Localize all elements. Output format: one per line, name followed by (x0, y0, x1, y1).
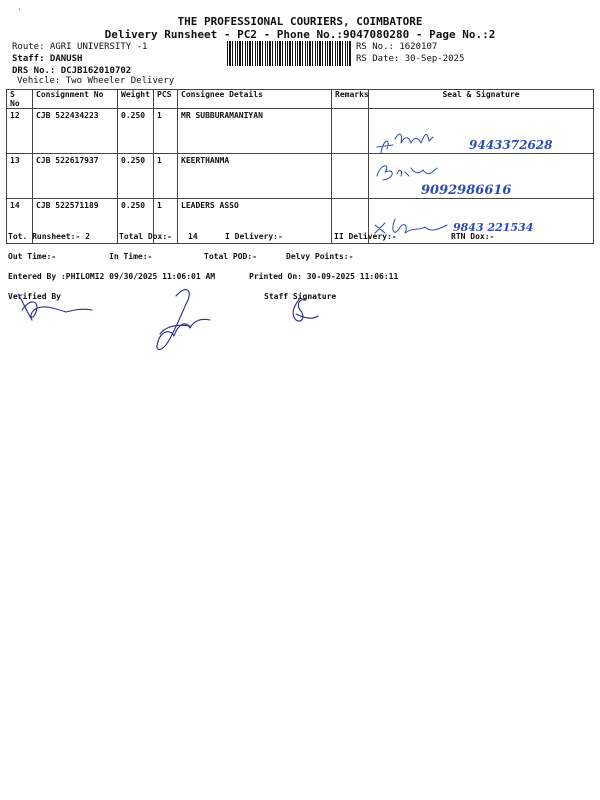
cell-signature (369, 109, 594, 154)
total-pod: Total POD:- (204, 252, 257, 261)
cell-remarks (332, 109, 369, 154)
cell-signature (369, 154, 594, 199)
runsheet-table (6, 89, 594, 244)
cell-remarks (332, 154, 369, 199)
staff-text: Staff: DANUSH (12, 54, 83, 64)
total-dox-label: Total Dox:- (119, 232, 172, 241)
vehicle-text: Vehicle: Two Wheeler Delivery (17, 76, 175, 86)
svg-text:9843 221534: 9843 221534 (453, 221, 534, 234)
printed-on: Printed On: 30-09-2025 11:06:11 (249, 272, 399, 281)
cell-pcs: 1 (154, 199, 178, 244)
rs-number: RS No.: 1620107 (356, 42, 438, 52)
scan-dot: ' (18, 8, 22, 15)
col-weight: Weight (118, 90, 154, 109)
verified-by-signature (18, 294, 92, 320)
footer-signatures (0, 280, 600, 400)
route-text: Route: AGRI UNIVERSITY -1 (12, 42, 148, 52)
staff-signature-mark (293, 298, 318, 321)
col-pcs: PCS (154, 90, 178, 109)
col-consignment: Consignment No (33, 90, 118, 109)
handwritten-signature-2 (369, 154, 594, 200)
col-seal-signature: Seal & Signature (369, 90, 594, 109)
cell-consignment: CJB 522617937 (33, 154, 118, 199)
cell-weight: 0.250 (118, 199, 154, 244)
table-row (7, 109, 594, 154)
table-row (7, 199, 594, 244)
total-dox-value: 14 (188, 232, 198, 241)
cell-consignee: KEERTHANMA (178, 154, 332, 199)
cell-consignment: CJB 522571189 (33, 199, 118, 244)
col-remarks: Remarks (332, 90, 369, 109)
cell-weight: 0.250 (118, 154, 154, 199)
cell-consignment: CJB 522434223 (33, 109, 118, 154)
barcode (227, 41, 352, 66)
cell-pcs: 1 (154, 109, 178, 154)
verified-by-label: Verified By (8, 292, 61, 301)
company-title: THE PROFESSIONAL COURIERS, COIMBATORE (177, 15, 423, 28)
in-time: In Time:- (109, 252, 153, 261)
svg-text:9443372628: 9443372628 (469, 138, 553, 152)
entered-by: Entered By :PHILOMI2 09/30/2025 11:06:01 AM (8, 272, 216, 281)
col-consignee: Consignee Details (178, 90, 332, 109)
ii-delivery: II Delivery:- (334, 232, 397, 241)
drs-number: DRS No.: DCJB162010702 (12, 66, 132, 76)
staff-signature-label: Staff Signature (264, 292, 337, 301)
cell-pcs: 1 (154, 154, 178, 199)
rs-date: RS Date: 30-Sep-2025 (356, 54, 465, 64)
i-delivery: I Delivery:- (225, 232, 283, 241)
table-row (7, 154, 594, 199)
cell-sno: 14 (7, 199, 33, 244)
tot-runsheet: Tot. Runsheet:- 2 (8, 232, 90, 241)
col-sno: S No (7, 90, 33, 109)
svg-text:9092986616: 9092986616 (421, 183, 512, 198)
cell-sno: 13 (7, 154, 33, 199)
cell-consignee: MR SUBBURAMANIYAN (178, 109, 332, 154)
verifier-second-signature (157, 290, 210, 350)
delvy-points: Delvy Points:- (286, 252, 354, 261)
cell-weight: 0.250 (118, 109, 154, 154)
out-time: Out Time:- (8, 252, 57, 261)
handwritten-signature-1 (369, 109, 594, 155)
rtn-dox: RTN Dox:- (451, 232, 495, 241)
runsheet-subtitle: Delivery Runsheet - PC2 - Phone No.:9047080280 - Page No.:2 (104, 28, 496, 41)
cell-consignee: LEADERS ASSO (178, 199, 332, 244)
cell-sno: 12 (7, 109, 33, 154)
table-header-row (7, 90, 594, 109)
